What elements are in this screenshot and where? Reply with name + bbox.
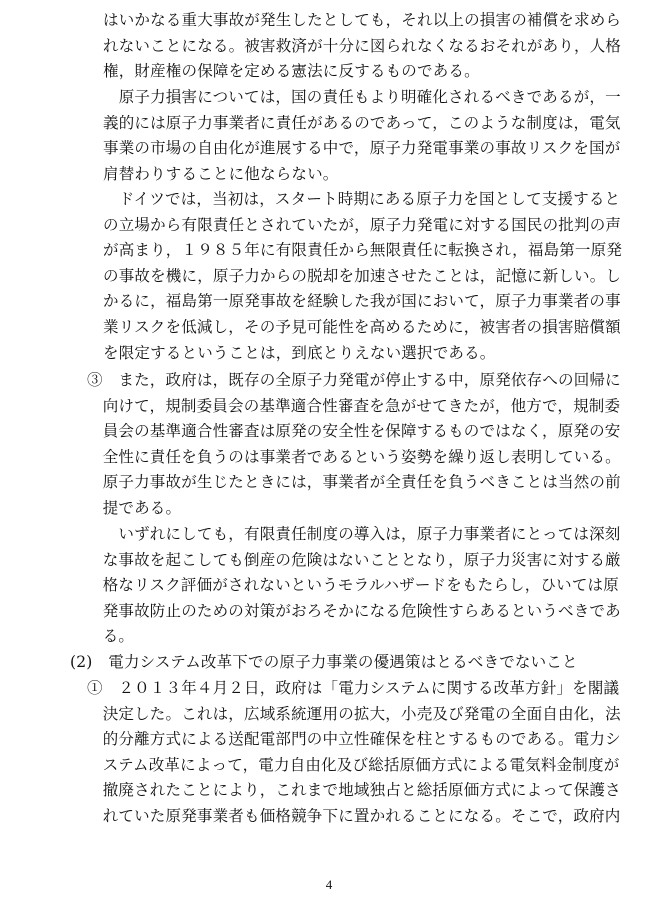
text-line: 的分離方式による送配電部門の中立性確保を柱とするものである。電力シ: [87, 730, 621, 749]
text-line: 撤廃されたことにより，これまで地域独占と総括原価方式によって保護さ: [87, 781, 621, 800]
text-line: の事故を機に，原子力からの脱却を加速させたことは，記憶に新しい。し: [103, 266, 622, 285]
text-line: 発事故防止のための対策がおろそかになる危険性すらあるというべきであ: [87, 601, 621, 620]
text-line: (2) 電力システム改革下での原子力事業の優遇策はとるべきでないこと: [70, 653, 578, 671]
text-line: る。: [87, 627, 135, 646]
text-line: 肩替わりすることに他ならない。: [103, 164, 339, 183]
text-line: ③ また，政府は，既存の全原子力発電が停止する中，原発依存への回帰に: [87, 371, 621, 389]
text-line: 提である。: [87, 499, 182, 517]
text-line: ① ２０１３年４月２日，政府は「電力システムに関する改革方針」を閣議: [87, 679, 620, 697]
text-line: 義的には原子力事業者に責任があるのであって，このような制度は，電気: [103, 113, 621, 132]
text-line: 原子力事故が生じたときには，事業者が全責任を負うべきことは当然の前: [87, 473, 621, 492]
text-line: を限定するということは，到底とりえない選択である。: [103, 343, 496, 362]
text-line: な事故を起こしても倒産の危険はないこととなり，原子力災害に対する厳: [87, 550, 621, 569]
text-line: 決定した。これは，広域系統運用の拡大，小売及び発電の全面自由化，法: [87, 704, 621, 723]
text-line: が高まり，１９８５年に有限責任から無限責任に転換され，福島第一原発: [103, 241, 623, 260]
text-line: れていた原発事業者も価格競争下に置かれることになる。そこで，政府内: [87, 807, 621, 825]
text-line: 権，財産権の保障を定める憲法に反するものである。: [103, 62, 480, 81]
text-line: 原子力損害については，国の責任もより明確化されるべきであるが，一: [103, 88, 621, 106]
text-line: いずれにしても，有限責任制度の導入は，原子力事業者にとっては深刻: [87, 525, 621, 543]
text-line: 全性に責任を負うのは事業者であるという姿勢を繰り返し表明している。: [87, 447, 621, 466]
page-number: 4: [325, 877, 333, 892]
text-line: はいかなる重大事故が発生したとしても，それ以上の損害の補償を求めら: [103, 11, 622, 29]
text-line: ステム改革によって，電力自由化及び総括原価方式による電気料金制度が: [87, 755, 620, 774]
text-line: 格なリスク評価がされないというモラルハザードをもたらし，ひいては原: [87, 576, 619, 595]
text-line: 業リスクを低減し，その予見可能性を高めるために，被害者の損害賠償額: [103, 318, 621, 336]
text-line: の立場から有限責任とされていたが，原子力発電に対する国民の批判の声: [103, 215, 622, 234]
text-line: 員会の基準適合性審査は原発の安全性を保障するものではなく，原発の安: [87, 422, 621, 441]
text-line: ドイツでは，当初は，スタート時期にある原子力を国として支援すると: [103, 190, 621, 208]
text-line: れないことになる。被害救済が十分に図られなくなるおそれがあり，人格: [103, 36, 622, 55]
text-line: かるに，福島第一原発事故を経験した我が国において，原子力事業者の事: [103, 292, 621, 311]
text-line: 事業の市場の自由化が進展する中で，原子力発電事業の事故リスクを国が: [103, 139, 621, 158]
text-line: 向けて，規制委員会の基準適合性審査を急がせてきたが，他方で，規制委: [87, 396, 621, 415]
